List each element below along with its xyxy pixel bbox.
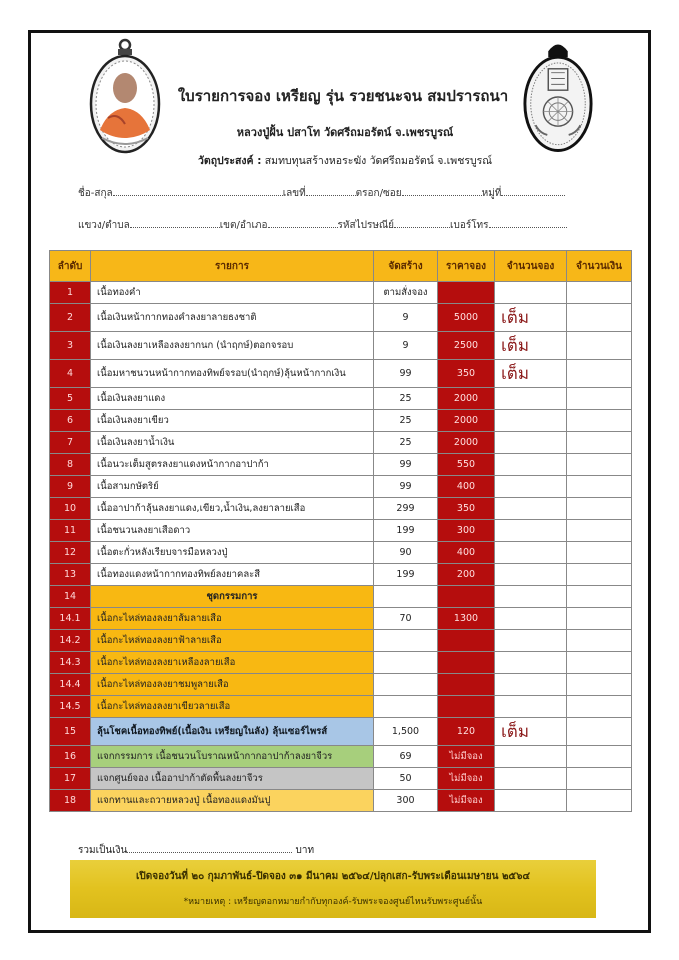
name-field[interactable] (113, 186, 283, 196)
phone-field[interactable] (489, 218, 567, 228)
row-number: 14.5 (50, 696, 91, 718)
row-number: 14.3 (50, 652, 91, 674)
table-row (50, 432, 632, 454)
total-field[interactable] (127, 843, 292, 853)
row-booked[interactable] (495, 652, 567, 674)
total-line (78, 843, 314, 858)
row-item: เนื้อทองแดงหน้ากากทองทิพย์ลงยาคละสี (91, 564, 374, 586)
row-price (438, 696, 495, 718)
subdistrict-field[interactable] (130, 218, 220, 228)
table-row (50, 630, 632, 652)
row-price: 2000 (438, 432, 495, 454)
table-row (50, 454, 632, 476)
table-row (50, 410, 632, 432)
table-header-row (50, 251, 632, 282)
row-item: เนื้อมหาชนวนหน้ากากทองทิพย์จรอบ(นำฤกษ์)ลุ้นหน้ากากเงิน (91, 360, 374, 388)
row-item: เนื้ออาปาก้าลุ้นลงยาแดง,เขียว,น้ำเงิน,ลงยาลายเสือ (91, 498, 374, 520)
row-price (438, 674, 495, 696)
table-row (50, 498, 632, 520)
row-amount[interactable] (567, 674, 632, 696)
row-booked[interactable] (495, 768, 567, 790)
row-made-count: 299 (374, 498, 438, 520)
row-booked[interactable] (495, 498, 567, 520)
row-number: 10 (50, 498, 91, 520)
row-booked[interactable]: เต็ม (495, 718, 567, 746)
row-amount[interactable] (567, 768, 632, 790)
row-made-count (374, 586, 438, 608)
col-header-item: รายการ (91, 251, 374, 282)
table-row (50, 768, 632, 790)
row-price (438, 630, 495, 652)
col-header-booked: จำนวนจอง (495, 251, 567, 282)
house-no-field[interactable] (306, 186, 356, 196)
row-price: 5000 (438, 304, 495, 332)
row-made-count: 50 (374, 768, 438, 790)
row-price: 1300 (438, 608, 495, 630)
table-row (50, 360, 632, 388)
medal-back-image (522, 38, 594, 156)
row-booked[interactable]: เต็ม (495, 332, 567, 360)
row-amount[interactable] (567, 432, 632, 454)
table-row (50, 564, 632, 586)
row-item: แจกกรรมการ เนื้อชนวนโบราณหน้ากากอาปาก้าลงยาจีวร (91, 746, 374, 768)
row-number: 15 (50, 718, 91, 746)
alley-label: ตรอก/ซอย (355, 188, 402, 199)
row-price: 400 (438, 476, 495, 498)
table-row (50, 542, 632, 564)
row-price: 2000 (438, 410, 495, 432)
row-number: 8 (50, 454, 91, 476)
row-booked[interactable] (495, 520, 567, 542)
booking-period-text: เปิดจองวันที่ ๒๐ กุมภาพันธ์-ปิดจอง ๓๑ มีนาคม ๒๕๖๔/ปลุกเสก-รับพระเดือนเมษายน ๒๕๖๔ (135, 871, 531, 882)
row-made-count: 25 (374, 388, 438, 410)
row-amount[interactable] (567, 282, 632, 304)
monk-medal-image (88, 38, 162, 156)
row-item: แจกศูนย์จอง เนื้ออาปาก้าตัดพื้นลงยาจีวร (91, 768, 374, 790)
row-price: ไม่มีจอง (438, 746, 495, 768)
address-line-1 (78, 186, 565, 201)
row-booked[interactable] (495, 696, 567, 718)
row-made-count: 99 (374, 360, 438, 388)
row-booked[interactable]: เต็ม (495, 304, 567, 332)
row-number: 6 (50, 410, 91, 432)
note-text: *หมายเหตุ : เหรียญตอกหมายกำกับทุกองค์-รับพระจองศูนย์ไหนรับพระศูนย์นั้น (183, 897, 483, 907)
row-made-count (374, 674, 438, 696)
row-amount[interactable] (567, 608, 632, 630)
row-booked[interactable] (495, 432, 567, 454)
table-row (50, 790, 632, 812)
row-item: เนื้อเงินลงยาเขียว (91, 410, 374, 432)
row-booked[interactable] (495, 454, 567, 476)
row-amount[interactable] (567, 586, 632, 608)
row-amount[interactable] (567, 454, 632, 476)
table-row (50, 718, 632, 746)
row-booked[interactable] (495, 410, 567, 432)
row-booked[interactable] (495, 746, 567, 768)
table-row (50, 304, 632, 332)
row-amount[interactable] (567, 542, 632, 564)
row-price: 120 (438, 718, 495, 746)
purpose-line (175, 152, 515, 169)
row-number: 12 (50, 542, 91, 564)
row-made-count: 25 (374, 410, 438, 432)
row-made-count: 25 (374, 432, 438, 454)
col-header-amount: จำนวนเงิน (567, 251, 632, 282)
phone-label: เบอร์โทร (450, 220, 489, 231)
row-item: เนื้อเงินหน้ากากทองคำลงยาลายธงชาติ (91, 304, 374, 332)
row-price (438, 586, 495, 608)
house-no-label: เลขที่ (282, 188, 306, 199)
table-row (50, 674, 632, 696)
row-made-count (374, 696, 438, 718)
row-booked[interactable] (495, 630, 567, 652)
row-amount[interactable] (567, 360, 632, 388)
row-number: 14.1 (50, 608, 91, 630)
row-number: 9 (50, 476, 91, 498)
table-row (50, 696, 632, 718)
row-item: เนื้อกะไหล่ทองลงยาเขียวลายเสือ (91, 696, 374, 718)
page-title: ใบรายการจอง เหรียญ รุ่น รวยชนะจน สมปรารถนา (177, 87, 509, 105)
row-price: 200 (438, 564, 495, 586)
row-number: 13 (50, 564, 91, 586)
row-made-count: 9 (374, 332, 438, 360)
row-amount[interactable] (567, 746, 632, 768)
row-made-count (374, 630, 438, 652)
row-booked[interactable] (495, 790, 567, 812)
row-number: 3 (50, 332, 91, 360)
row-amount[interactable] (567, 332, 632, 360)
booking-period-banner (70, 860, 596, 918)
row-number: 18 (50, 790, 91, 812)
row-number: 16 (50, 746, 91, 768)
row-item: เนื้อเงินลงยาน้ำเงิน (91, 432, 374, 454)
row-price: 350 (438, 360, 495, 388)
table-row (50, 746, 632, 768)
subdistrict-label: แขวง/ตำบล (78, 220, 130, 231)
table-row (50, 388, 632, 410)
row-number: 14.4 (50, 674, 91, 696)
row-item: ชุดกรรมการ (91, 586, 374, 608)
row-amount[interactable] (567, 304, 632, 332)
row-booked[interactable] (495, 542, 567, 564)
row-booked[interactable] (495, 608, 567, 630)
table-row (50, 520, 632, 542)
row-booked[interactable]: เต็ม (495, 360, 567, 388)
table-row (50, 608, 632, 630)
row-amount[interactable] (567, 520, 632, 542)
total-label: รวมเป็นเงิน (78, 845, 128, 856)
row-amount[interactable] (567, 410, 632, 432)
row-item: เนื้อทองคำ (91, 282, 374, 304)
row-booked[interactable] (495, 586, 567, 608)
row-amount[interactable] (567, 718, 632, 746)
row-price (438, 282, 495, 304)
row-price: ไม่มีจอง (438, 790, 495, 812)
postcode-label: รหัสไปรษณีย์ (337, 220, 395, 231)
row-number: 14 (50, 586, 91, 608)
row-number: 5 (50, 388, 91, 410)
row-price: 2000 (438, 388, 495, 410)
row-amount[interactable] (567, 498, 632, 520)
row-made-count: 300 (374, 790, 438, 812)
row-amount[interactable] (567, 790, 632, 812)
row-made-count: 199 (374, 564, 438, 586)
village-label: หมู่ที่ (481, 188, 502, 199)
row-booked[interactable] (495, 674, 567, 696)
row-number: 1 (50, 282, 91, 304)
district-label: เขต/อำเภอ (219, 220, 268, 231)
postcode-field[interactable] (394, 218, 450, 228)
row-number: 14.2 (50, 630, 91, 652)
row-price: 300 (438, 520, 495, 542)
col-header-no: ลำดับ (50, 251, 91, 282)
table-row (50, 652, 632, 674)
row-price: 350 (438, 498, 495, 520)
row-item: เนื้อตะกั่วหลังเรียบจารมือหลวงปู่ (91, 542, 374, 564)
purpose-text: สมทบทุนสร้างหอระฆัง วัดศรีถมอรัตน์ จ.เพชรบูรณ์ (264, 155, 493, 167)
district-field[interactable] (268, 218, 338, 228)
table-row (50, 586, 632, 608)
row-number: 11 (50, 520, 91, 542)
row-amount[interactable] (567, 630, 632, 652)
row-item: ลุ้นโชคเนื้อทองทิพย์(เนื้อเงิน เหรียญในลัง) ลุ้นเซอร์ไพรส์ (91, 718, 374, 746)
row-made-count (374, 652, 438, 674)
col-header-made: จัดสร้าง (374, 251, 438, 282)
village-field[interactable] (501, 186, 565, 196)
order-table (49, 250, 632, 812)
row-made-count: 70 (374, 608, 438, 630)
row-booked[interactable] (495, 564, 567, 586)
row-amount[interactable] (567, 564, 632, 586)
col-header-price: ราคาจอง (438, 251, 495, 282)
row-made-count: 199 (374, 520, 438, 542)
row-item: แจกทานและถวายหลวงปู่ เนื้อทองแดงมันปู (91, 790, 374, 812)
row-made-count: 1,500 (374, 718, 438, 746)
name-label: ชื่อ-สกุล (78, 188, 113, 199)
row-item: เนื้อเงินลงยาเหลืองลงยากนก (นำฤกษ์)ตอกจรอบ (91, 332, 374, 360)
row-booked[interactable] (495, 476, 567, 498)
row-price: 2500 (438, 332, 495, 360)
row-amount[interactable] (567, 476, 632, 498)
purpose-label: วัตถุประสงค์ : (197, 155, 262, 167)
row-made-count: ตามสั่งจอง (374, 282, 438, 304)
table-row (50, 476, 632, 498)
row-item: เนื้อสามกษัตริย์ (91, 476, 374, 498)
table-row (50, 282, 632, 304)
row-made-count: 69 (374, 746, 438, 768)
row-number: 7 (50, 432, 91, 454)
row-booked[interactable] (495, 388, 567, 410)
page-subtitle: หลวงปู่ฝั้น ปสาโท วัดศรีถมอรัตน์ จ.เพชรบูรณ์ (236, 126, 454, 139)
row-item: เนื้อกะไหล่ทองลงยาฟ้าลายเสือ (91, 630, 374, 652)
row-price: 400 (438, 542, 495, 564)
row-amount[interactable] (567, 652, 632, 674)
total-unit: บาท (295, 845, 315, 856)
alley-field[interactable] (402, 186, 482, 196)
row-number: 4 (50, 360, 91, 388)
row-price: 550 (438, 454, 495, 476)
row-item: เนื้อกะไหล่ทองลงยาชมพูลายเสือ (91, 674, 374, 696)
row-number: 17 (50, 768, 91, 790)
row-price: ไม่มีจอง (438, 768, 495, 790)
row-item: เนื้อนวะเต็มสูตรลงยาแดงหน้ากากอาปาก้า (91, 454, 374, 476)
address-line-2 (78, 218, 567, 233)
row-item: เนื้อกะไหล่ทองลงยาเหลืองลายเสือ (91, 652, 374, 674)
row-booked[interactable] (495, 282, 567, 304)
row-item: เนื้อเงินลงยาแดง (91, 388, 374, 410)
row-price (438, 652, 495, 674)
row-number: 2 (50, 304, 91, 332)
table-row (50, 332, 632, 360)
row-made-count: 90 (374, 542, 438, 564)
row-item: เนื้อชนวนลงยาเสือดาว (91, 520, 374, 542)
row-made-count: 99 (374, 476, 438, 498)
row-made-count: 99 (374, 454, 438, 476)
row-amount[interactable] (567, 696, 632, 718)
row-made-count: 9 (374, 304, 438, 332)
row-amount[interactable] (567, 388, 632, 410)
row-item: เนื้อกะไหล่ทองลงยาส้มลายเสือ (91, 608, 374, 630)
